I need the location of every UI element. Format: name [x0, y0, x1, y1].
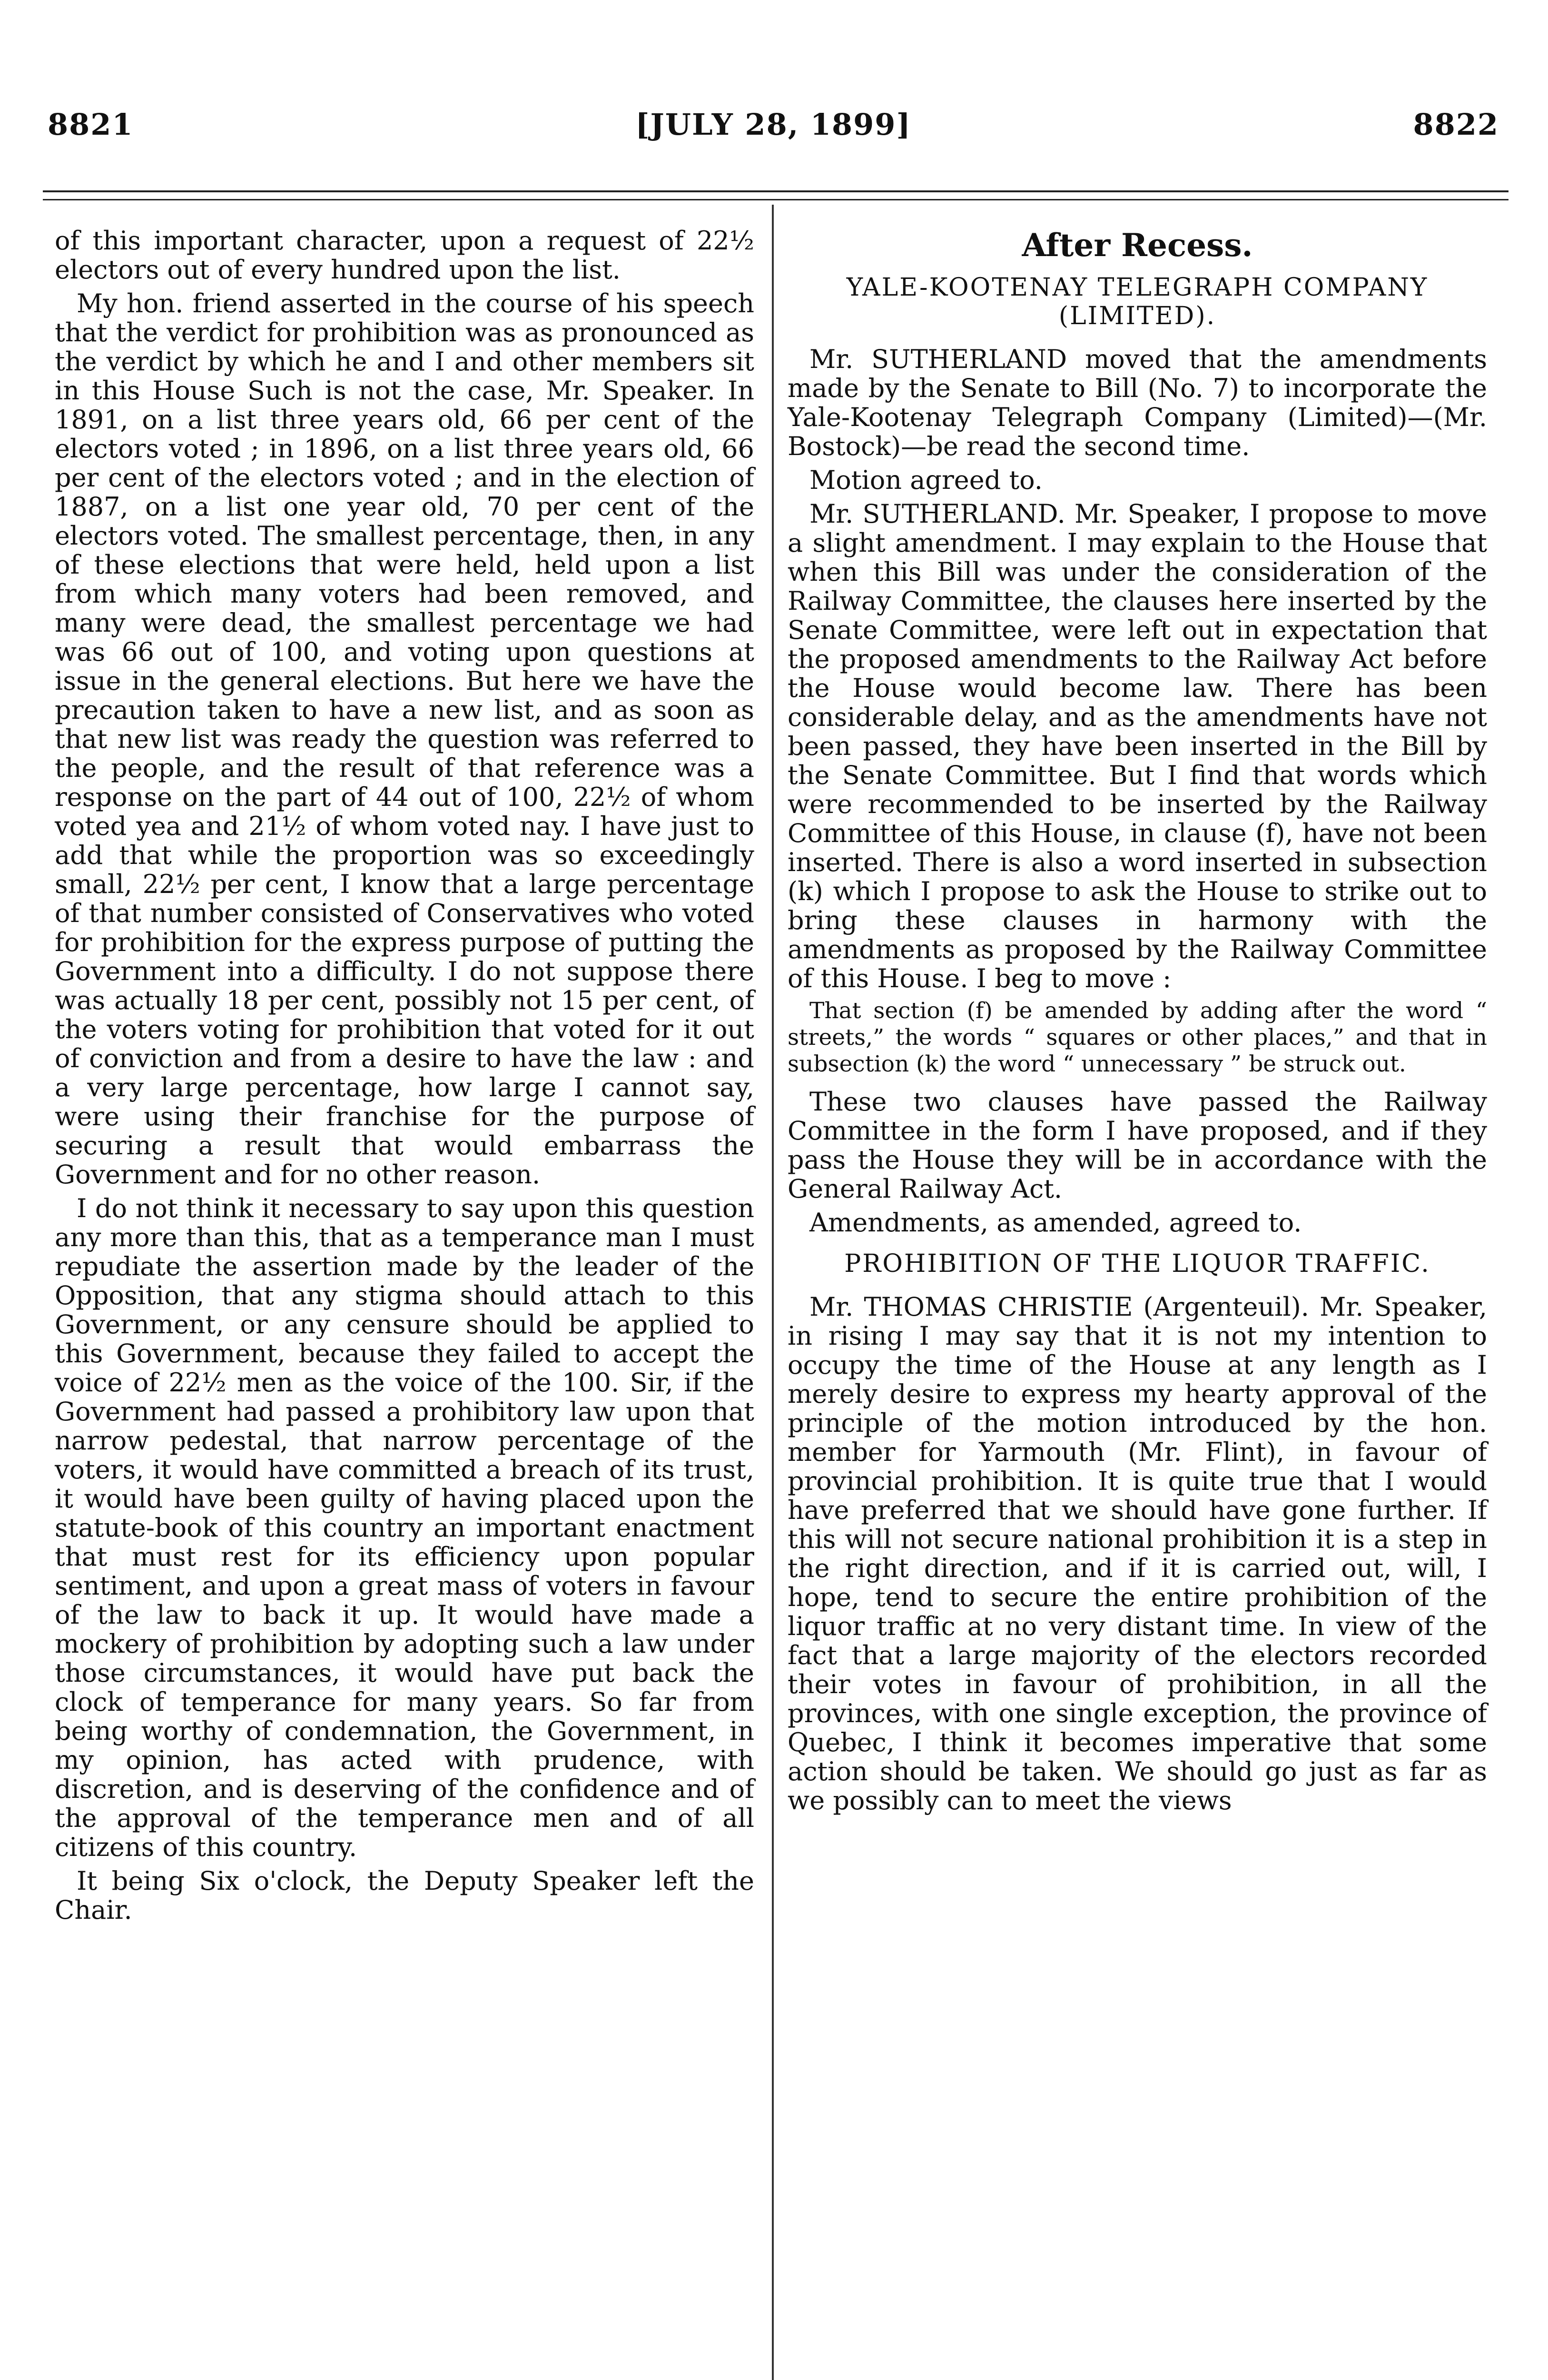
prohibition-heading: PROHIBITION OF THE LIQUOR TRAFFIC. [844, 1250, 1430, 1278]
header-date: [JULY 28, 1899] [635, 107, 911, 142]
header-rule-top [43, 190, 1509, 192]
right-paragraph-6: Mr. THOMAS CHRISTIE (Argenteuil). Mr. Speaker, in rising I may say that it is not my intention to occupy the time of the House at any length as I merely desire to express my hearty approval of the principle of the motion introduced by the hon. member for Yarmouth (Mr. Flint), in favour of provincial prohibition. It is quite true that I would have preferred that we should have gone further. If this will not secure national prohibition it is a step in the right direction, and if it is carried out, will, I hope, tend to secure the entire prohibition of the liquor traffic at no very distant time. In view of the fact that a large majority of the electors recorded their votes in favour of prohibition, in all the provinces, with one single exception, the province of Quebec, I think it becomes imperative that some action should be taken. We should go just as far as we possibly can to meet the views [788, 1292, 1487, 1815]
left-paragraph-1: of this important character, upon a request of 22½ electors out of every hundred upon the list. [55, 226, 754, 285]
right-paragraph-3: Mr. SUTHERLAND. Mr. Speaker, I propose to move a slight amendment. I may explain to the House that when this Bill was under the consideration of the Railway Committee, the clauses here inserted by the Senate Committee, were left out in expectation that the proposed amendments to the Railway Act before the House would become law. There has been considerable delay, and as the amendments have not been passed, they have been inserted in the Bill by the Senate Committee. But I find that words which were recommended to be inserted by the Railway Committee of this House, in clause (f), have not been inserted. There is also a word inserted in subsection (k) which I propose to ask the House to strike out to bring these clauses in harmony with the amendments as proposed by the Railway Committee of this House. I beg to move : [788, 499, 1487, 993]
right-paragraph-4: These two clauses have passed the Railway Committee in the form I have proposed, and if they pass the House they will be in accordance with the General Railway Act. [788, 1087, 1487, 1204]
header-rule-bottom [43, 199, 1509, 200]
left-paragraph-3: I do not think it necessary to say upon this question any more than this, that as a temperance man I must repudiate the assertion made by the leader of the Opposition, that any stigma should attach to this Government, or any censure should be applied to this Government, because they failed to accept the voice of 22½ men as the voice of the 100. Sir, if the Government had passed a prohibitory law upon that narrow pedestal, that narrow percentage of the voters, it would have committed a breach of its trust, it would have been guilty of having placed upon the statute-book of this country an important enactment that must rest for its efficiency upon popular sentiment, and upon a great mass of voters in favour of the law to back it up. It would have made a mockery of prohibition by adopting such a law under those circumstances, it would have put back the clock of temperance for many years. So far from being worthy of condemnation, the Government, in my opinion, has acted with prudence, with discretion, and is deserving of the confidence and of the approval of the temperance men and of all citizens of this country. [55, 1193, 754, 1862]
left-paragraph-4: It being Six o'clock, the Deputy Speaker left the Chair. [55, 1866, 754, 1925]
amendment-quote: That section (f) be amended by adding after the word “ streets,” the words “ squares or other places,” and that in subsection (k) the word “ unnecessary ” be struck out. [788, 998, 1487, 1077]
right-paragraph-5: Amendments, as amended, agreed to. [809, 1208, 1302, 1238]
right-column [788, 226, 1487, 1820]
right-paragraph-1: Mr. SUTHERLAND moved that the amendments made by the Senate to Bill (No. 7) to incorporate the Yale-Kootenay Telegraph Company (Limited)—(Mr. Bostock)—be read the second time. [788, 344, 1487, 461]
page-number-left: 8821 [48, 107, 134, 142]
page-header [48, 107, 1499, 159]
yale-kootenay-heading: YALE-KOOTENAY TELEGRAPH COMPANY (LIMITED). [846, 273, 1429, 330]
left-column [55, 226, 754, 1929]
after-recess-heading: After Recess. [1022, 227, 1253, 264]
left-paragraph-2: My hon. friend asserted in the course of his speech that the verdict for prohibition was as pronounced as the verdict by which he and I and other members sit in this House Such is not the case, Mr. Speaker. In 1891, on a list three years old, 66 per cent of the electors voted ; in 1896, on a list three years old, 66 per cent of the electors voted ; and in the election of 1887, on a list one year old, 70 per cent of the electors voted. The smallest percentage, then, in any of these elections that were held, held upon a list from which many voters had been removed, and many were dead, the smallest percentage we had was 66 out of 100, and voting upon questions at issue in the general elections. But here we have the precaution taken to have a new list, and as soon as that new list was ready the question was referred to the people, and the result of that reference was a response on the part of 44 out of 100, 22½ of whom voted yea and 21½ of whom voted nay. I have just to add that while the proportion was so exceedingly small, 22½ per cent, I know that a large percentage of that number consisted of Conservatives who voted for prohibition for the express purpose of putting the Government into a difficulty. I do not suppose there was actually 18 per cent, possibly not 15 per cent, of the voters voting for prohibition that voted for it out of conviction and from a desire to have the law : and a very large percentage, how large I cannot say, were using their franchise for the purpose of securing a result that would embarrass the Government and for no other reason. [55, 288, 754, 1190]
right-paragraph-2: Motion agreed to. [809, 465, 1043, 495]
page-number-right: 8822 [1413, 107, 1499, 142]
column-divider [772, 205, 774, 2380]
